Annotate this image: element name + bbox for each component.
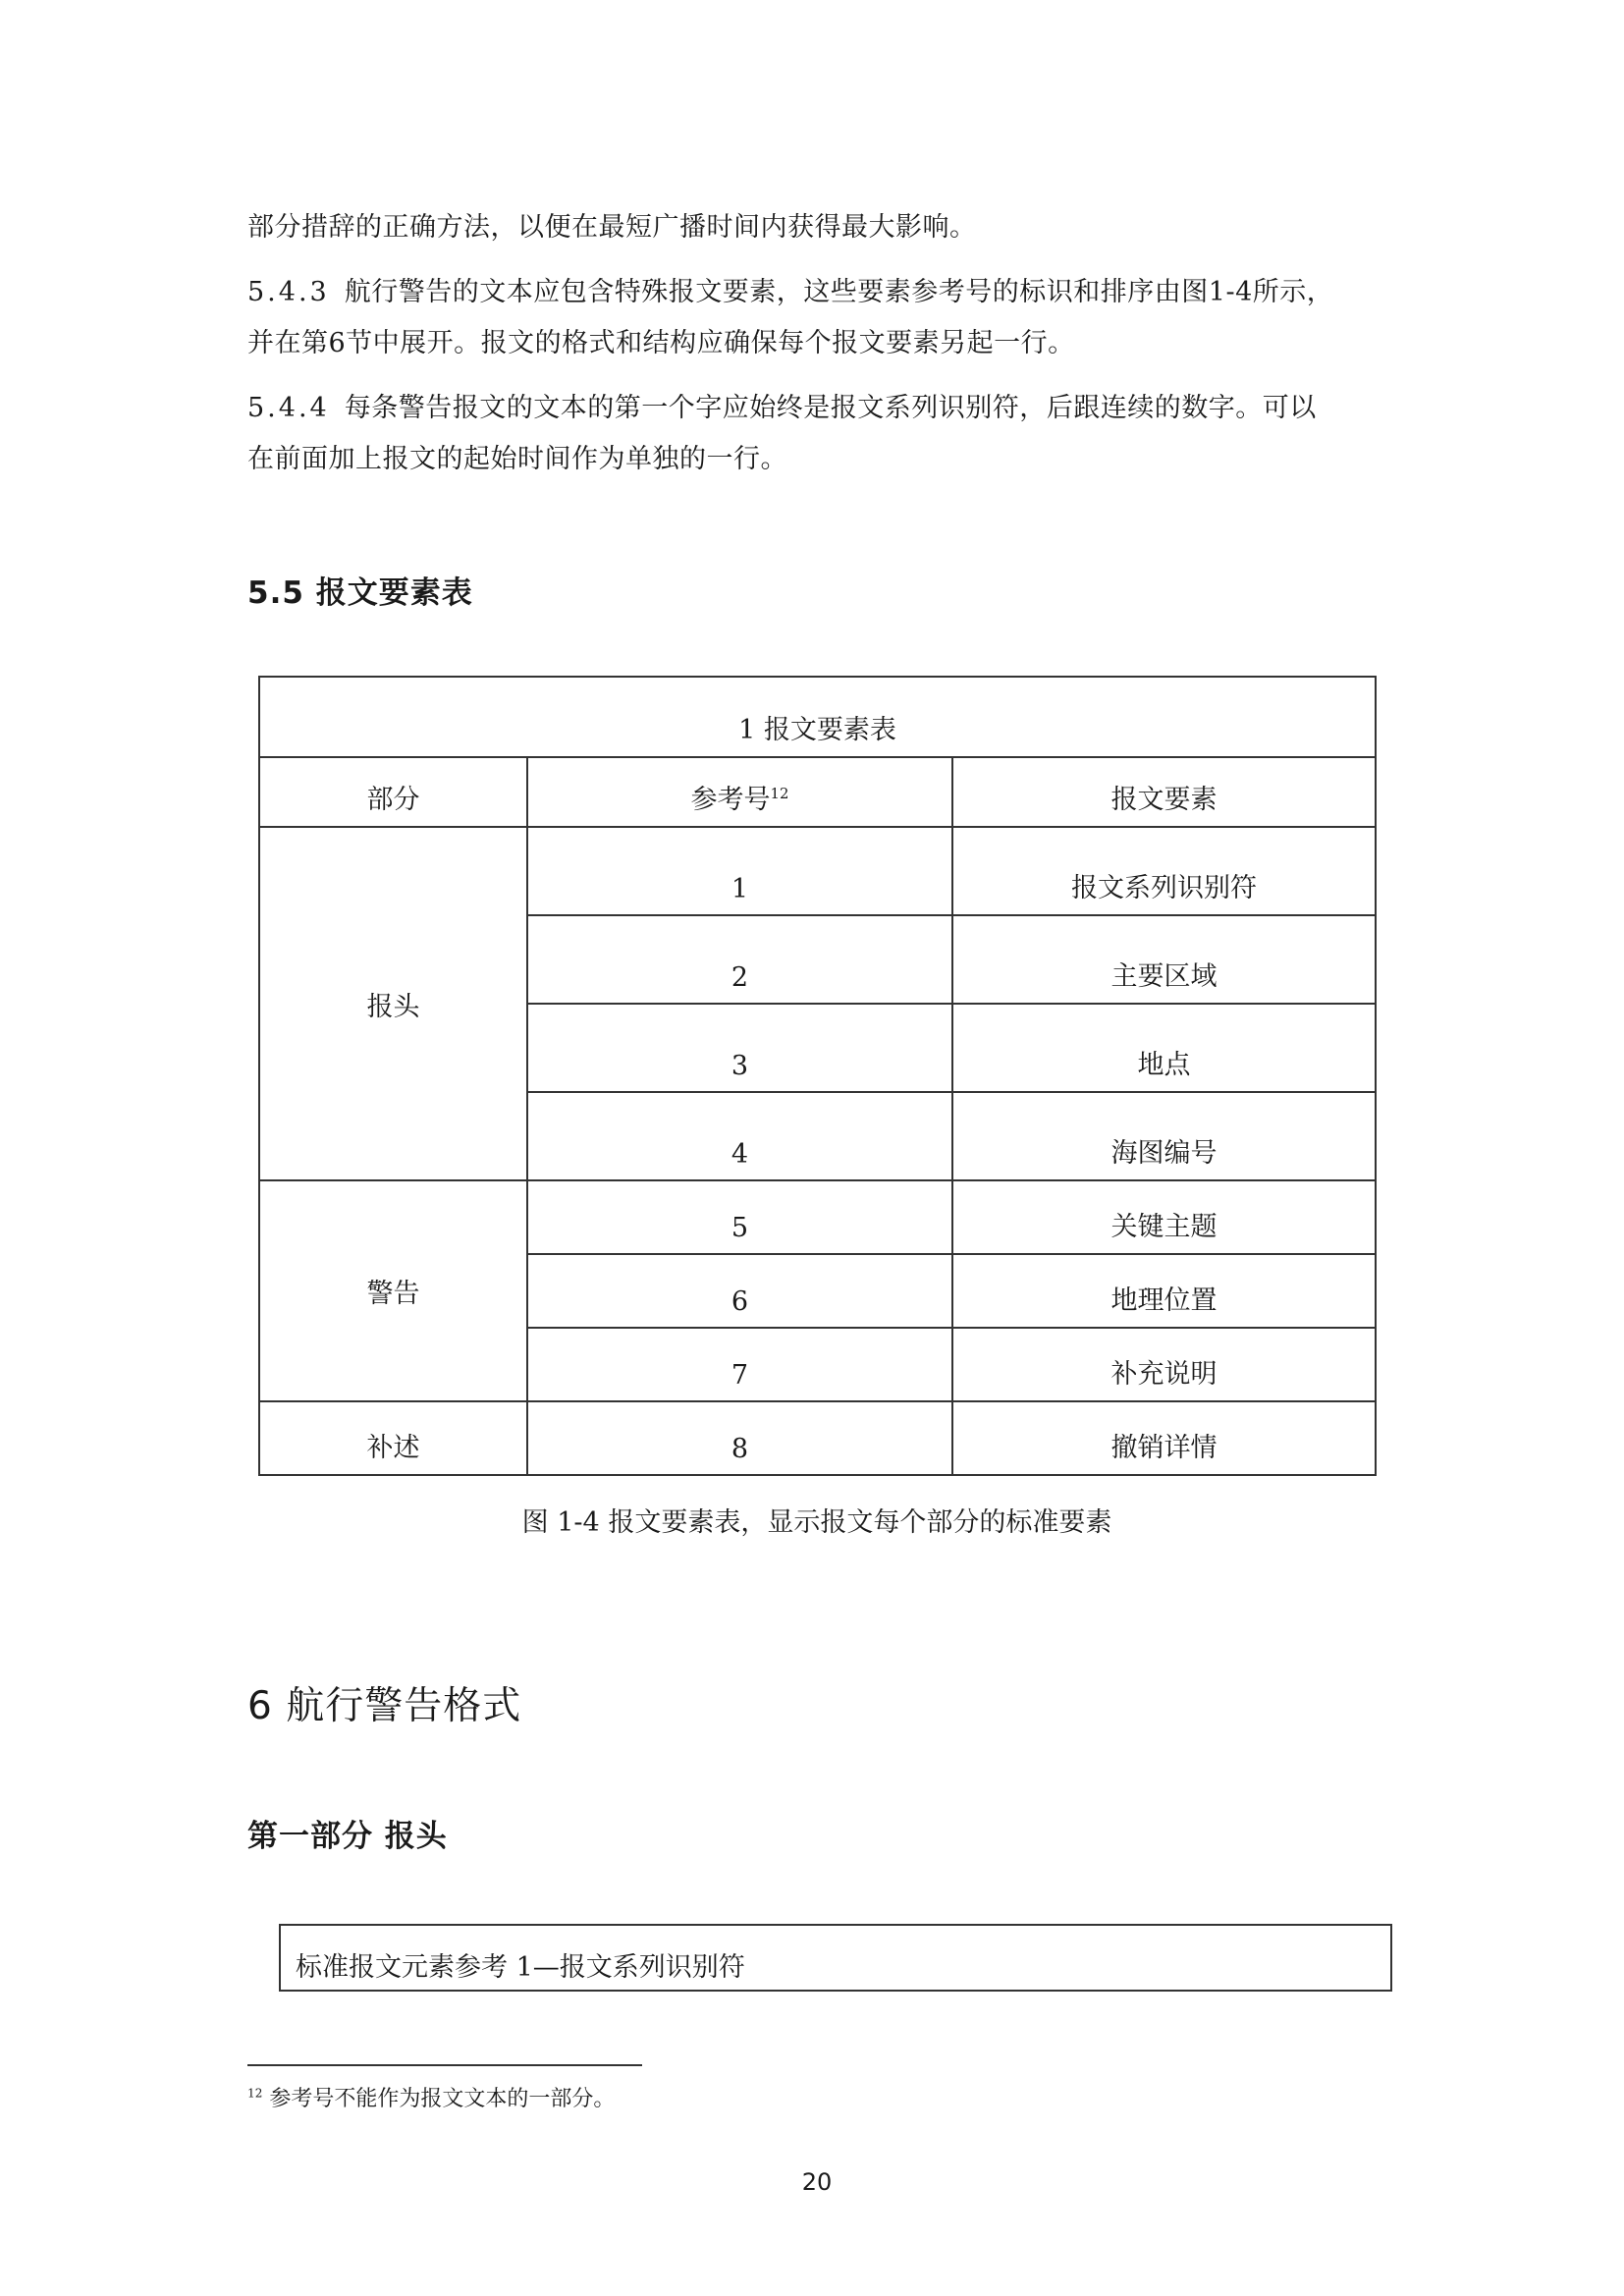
table-row [259, 827, 1376, 915]
ref-cell: 5 [527, 1180, 952, 1254]
standard-element-box [279, 1924, 1392, 1992]
element-cell: 地理位置 [952, 1254, 1376, 1328]
figure-caption: 图 1-4 报文要素表，显示报文每个部分的标准要素 [521, 1507, 1112, 1538]
element-cell: 地点 [952, 1004, 1376, 1092]
message-elements-table [258, 676, 1377, 1476]
paragraph-text: 部分措辞的正确方法，以便在最短广播时间内获得最大影响。 [247, 212, 977, 243]
header-ref: 参考号$^{12}$ [527, 757, 952, 827]
section-number: 5.5 [247, 575, 304, 611]
footnote-divider [247, 2064, 642, 2066]
paragraph-text: 在前面加上报文的起始时间作为单独的一行。 [247, 444, 787, 474]
element-cell: 海图编号 [952, 1092, 1376, 1180]
page-number: 20 [801, 2168, 833, 2196]
paragraph-text: 并在第6节中展开。报文的格式和结构应确保每个报文要素另起一行。 [247, 328, 1075, 358]
paragraph-text: 航行警告的文本应包含特殊报文要素，这些要素参考号的标识和排序由图1-4所示， [344, 277, 1334, 307]
paragraph-5-4-4 [247, 383, 1396, 485]
section-number: 6 [247, 1684, 273, 1728]
ref-cell: 4 [527, 1092, 952, 1180]
footnote [247, 2082, 615, 2112]
paragraph-5-4-3 [247, 267, 1396, 369]
element-cell: 关键主题 [952, 1180, 1376, 1254]
header-element: 报文要素 [952, 757, 1376, 827]
clause-number: 5.4.3 [247, 277, 330, 307]
section-title: 报文要素表 [315, 575, 473, 611]
paragraph-text: 每条警告报文的文本的第一个字应始终是报文系列识别符，后跟连续的数字。可以 [344, 393, 1317, 423]
ref-cell: 2 [527, 915, 952, 1004]
table-row [259, 1180, 1376, 1254]
subsection-heading: 第一部分 报头 [247, 1819, 448, 1854]
footnote-mark: 12 [247, 2086, 263, 2101]
element-cell: 撤销详情 [952, 1401, 1376, 1475]
footnote-text: 参考号不能作为报文文本的一部分。 [269, 2087, 616, 2111]
ref-cell: 8 [527, 1401, 952, 1475]
ref-cell: 6 [527, 1254, 952, 1328]
ref-cell: 3 [527, 1004, 952, 1092]
element-cell: 报文系列识别符 [952, 827, 1376, 915]
table-header-row [259, 757, 1376, 827]
ref-cell: 1 [527, 827, 952, 915]
table-title: 1 报文要素表 [259, 677, 1376, 757]
clause-number: 5.4.4 [247, 393, 330, 423]
paragraph-continued [247, 202, 1396, 253]
group-header: 报头 [259, 827, 527, 1180]
ref-cell: 7 [527, 1328, 952, 1401]
box-text: 标准报文元素参考 1—报文系列识别符 [296, 1952, 745, 1983]
footnote-mark: 12 [770, 785, 789, 802]
table-row [259, 1401, 1376, 1475]
element-cell: 主要区域 [952, 915, 1376, 1004]
group-warning: 警告 [259, 1180, 527, 1401]
section-heading-5-5 [247, 568, 473, 612]
element-cell: 补充说明 [952, 1328, 1376, 1401]
header-part: 部分 [259, 757, 527, 827]
section-heading-6 [247, 1675, 521, 1730]
section-title: 航行警告格式 [286, 1684, 522, 1728]
group-supplement: 补述 [259, 1401, 527, 1475]
